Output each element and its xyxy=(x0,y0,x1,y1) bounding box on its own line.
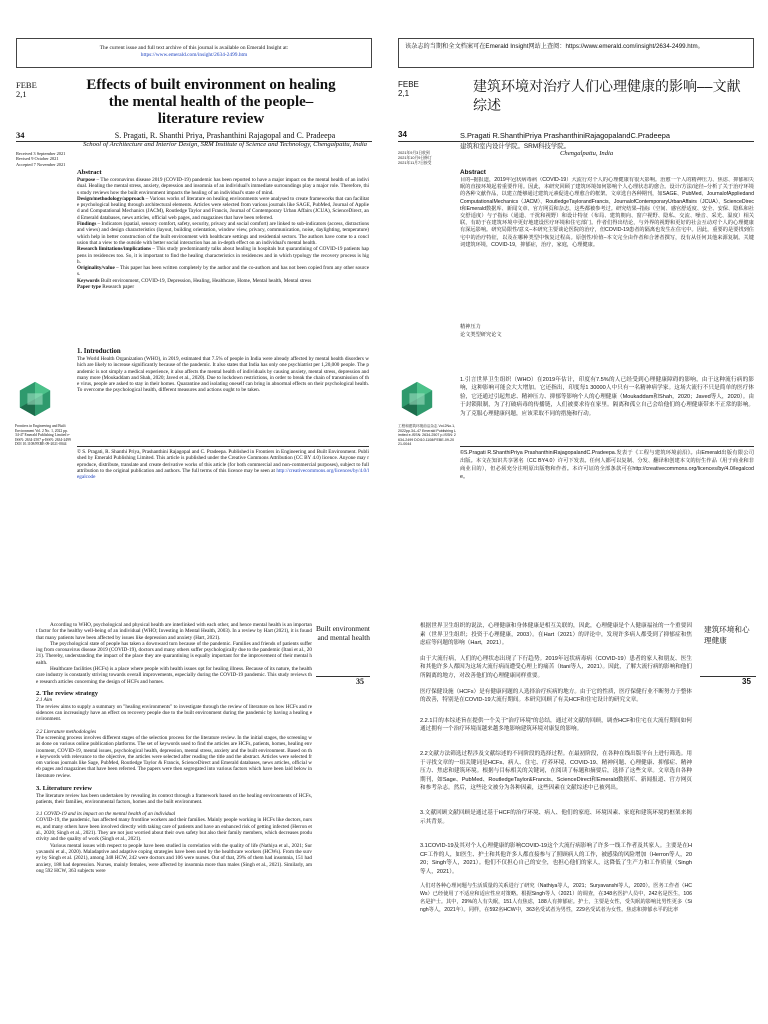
body-para-zh: 医疗保健设施（HCFs）是有健康问题的人选择治疗疾病的地方。由于它的性质，医疗保健行业不断努力于整体的改善，特别是在COVID-19大流行期间。本研究回顾了有关HCF和住宅设计的研究文章。 xyxy=(420,688,692,704)
intro-text: The World Health Organization (WHO), in 2019, estimated that 7.5% of people in India were already affected by mental health disorders which are likely to increase significantly because of the pandemic. It also states that India has only one psychiatrist per 1,20,000 people. The pandemic is not simply a medical experience, it also affects the mental health of individuals by causing anxiety, mental stress, depression and many more (Moukaddam and Shah, 2020; Javed et al., 2020). Due to lockdown restrictions, in order to break the chain of transmission of the virus, people are asked to stay in their homes. Quarantine and isolating oneself can bring in abnormal effects on their psychological health. To overcome the psychological health, different measures and actions ought to be taken. xyxy=(77,356,369,394)
affiliation-zh: 建筑和室内设计学院。SRM科技学院。 xyxy=(460,143,571,150)
body-column xyxy=(36,622,312,1022)
journal-notice-link[interactable]: https://www.emerald.com/insight/2634-2499.htm xyxy=(140,52,248,58)
accepted-date-zh: 2021年11月7日接受 xyxy=(398,160,432,165)
subsection-heading: 2.2 Literature methodologies xyxy=(36,728,97,735)
journal-notice-box-zh xyxy=(398,38,754,68)
body-para-zh: 3.文献回顾文献回顾是通过基于HCF的治疗环境、病人、他们的家庭、环境因素、家庭和建筑环境的框架来揭示其背景。 xyxy=(420,809,692,825)
journal-volume: 2,1 xyxy=(16,89,27,99)
body-para-zh: 人们对各种心理问题与生活质量的关系进行了研究（Nathiya等人，2021；Suryavanshi等人，2020）。医务工作者（HCWs）已经使用了不适应和适应性应对策略。根据Singh等人（2021）的调查，在348名医护人员中，242名是医生，106名是护士。其中，29%的人有失眠，151人有焦虑，188人有抑郁症。护士，主要是女性，受失眠的影响比男性更多（Singh等人，2021年）。同样，在592名HCW中，363名受试者为男性，229名受试者为女性。焦虑和抑郁水平的比率 xyxy=(420,883,692,914)
section-heading: 3. Literature review xyxy=(36,785,92,793)
page-number-35-zh: 35 xyxy=(742,677,751,686)
dates-block xyxy=(16,151,76,167)
journal-notice-box xyxy=(16,38,372,68)
body-para: The literature review has been undertaken by revealing its context through a framework based on the healing environments of HCFs, patients, their families, environmental factors, homes and the built environment. xyxy=(36,792,312,805)
page-number-zh: 34 xyxy=(398,130,407,139)
received-date: Received 3 September 2021 xyxy=(16,151,66,156)
license-text: © S. Pragati, R. Shanthi Priya, Prashanthini Rajagopal and C. Pradeepa. Published in Frontiers in Engineering and Built Environment. Published by Emerald Publishing Limited. This article is published under the Creative Commons Attribution (CC BY 4.0) licence. Anyone may reproduce, distribute, translate and create derivative works of this article (for both commercial and non-commercial purposes), subject to full attribution to the original publication and authors. The full terms of this licence may be seen at http://creativecommons.org/licences/by/4.0/legalcode xyxy=(77,449,369,481)
revised-date-zh: 2021年10月9日修订 xyxy=(398,155,432,160)
body-para-zh: 根据世界卫生组织的说法，心理健康和身体健康是相互关联的，因此，心理健康是个人健康福祉的一个重要因素（世界卫生组织；投资于心理健康，2003）。在Hart（2021）的评论中，发现许多病人都受到了抑郁症和焦虑症等问题的影响（Hart，2021）。 xyxy=(420,623,692,647)
body-para: The review aims to supply a summary on "healing environments" to investigate through the review of literature on how HCFs and residences can increasingly have an effect on recovery people due to the built environment during the pandemic by having a healing environment. xyxy=(36,703,312,723)
journal-notice-zh: 该杂志的当期和全文档案可在Emerald Insight网站上查阅：https://www.emerald.com/insight/2634-2499.htm。 xyxy=(405,43,704,50)
subsection-heading: 3.1 COVID-19 and its impact on the mental health of an individual xyxy=(36,811,176,818)
journal-notice: The current issue and full text archive of this journal is available on Emerald Insight at: xyxy=(99,45,289,51)
authors: S. Pragati, R. Shanthi Priya, Prashanthini Rajagopal and C. Pradeepa xyxy=(114,131,336,140)
body-para: According to WHO, psychological and physical health are interlinked with each other, and hence mental health is an important factor for the healthy well-being of an individual (WHO; Investing in Mental Health, 2003). In a review by Hart (2021), it is found that many patients have been affected by issues like depression and anxiety (Hart, 2021). xyxy=(36,622,312,641)
body-para: The screening process involves different stages of the selection process for the literature review. In the initial stages, the screening was done on various online publication platforms. The set of keywords used to find the articles are HCFs, patients, homes, healing environment, COVID-19, mental issues, psychological health, depression, mental stress, anxiety and the built environment. Based on the keywords with relevance to the objective, the articles were selected after reading the title and the abstract. Articles were selected from various journals like Sage, PubMed, Routledge Taylor & Francis, ScienceDirect and Emerald databases, news articles, official web pages and magazines that have been referred. The papers were then segregated into various factors which have been laid below in literature review. xyxy=(36,734,312,779)
license-rule-zh xyxy=(460,446,754,447)
license-rule xyxy=(77,446,369,447)
dates-block-zh xyxy=(398,151,458,165)
section-heading: 2. The review strategy xyxy=(36,689,99,697)
page-number-rule-zh xyxy=(398,141,754,142)
abstract-para: Originality/value – This paper has been written completely by the author and the co-authors and has not been copied from any other sources. xyxy=(77,265,369,278)
intro-text-zh: 1.引言世界卫生组织（WHO）在2019年估计，印度有7.5%的人已经受到心理健康障碍的影响，由于这种流行病的影响，这种影响可能会大大增加。它还指出，印度每1 30000人中只有一名精神病学家。这场大流行不只是简单的医疗体验，它还通过引起焦虑、精神压力、抑郁等影响个人的心理健康（Moukaddam和Shah，2020；Javed等人，2020）。由于封锁限制，为了打破病毒的传播链，人们被要求待在家里。隔离和孤立自己会给他们的心理健康带来不正常的影响。为了克服心理健康问题，应该采取不同的措施和行动。 xyxy=(460,377,754,417)
journal-code: FEBE xyxy=(16,80,37,90)
abstract-para: Research limitations/implications – This study predominantly talks about healing in hospitals but quarantining of COVID-19 patients happens in residences too. So, it is important to find the healing characteristics in residences and in which typology the recovery process is high. xyxy=(77,246,369,265)
paper-type-zh: 论文类型研究论文 xyxy=(460,332,502,338)
paper-type: Paper type Research paper xyxy=(77,284,135,291)
intro-heading: 1. Introduction xyxy=(77,348,121,355)
affiliation-zh-place: Chengalpattu, India xyxy=(560,150,614,157)
license-link[interactable]: http://creativecommons.org/licences/by/4.0/legalcode xyxy=(77,467,369,481)
abstract-para: Purpose – The coronavirus disease 2019 (COVID-19) pandemic has been reported to have a major impact on the mental health of an individual. Healing the mental stress, anxiety, depression and insomnia of an individual's immediate surroundings play a major role. Therefore, this study reviews how the built environment impacts the healing of an individual's state of mind. xyxy=(77,177,369,196)
page-number-35: 35 xyxy=(356,677,364,686)
body-column-zh xyxy=(420,622,692,1022)
body-para: Various mental issues with respect to people have been studied in correlation with the quality of life (Nathiya et al., 2021; Suryavanshi et al., 2020). Maladaptive and adaptive coping strategies have been used by the healthcare workers (HCWs). From the survey by Singh et al. (2021), among 348 HCW, 242 were doctors and 106 were nurses. Out of that, 29% of them had insomnia, 151 had anxiety, 188 had depression. Nurses, mainly females, were affected by insomnia more than males (Singh et al., 2021). Similarly, among 592 HCW, 363 subjects were xyxy=(36,842,312,874)
abstract-heading-zh: Abstract xyxy=(460,169,486,176)
body-para-zh: 由于大流行病，人们的心理状态出现了下行趋势。2019年冠状病毒病（COVID-19）患者的家人和朋友、医生和其他许多人都因为这场大流行病而遭受心理上的痛苦（Itani等人，2021）。因此，了解大流行病的影响和他们所隔离的地方，对改善他们的心理健康同样重要。 xyxy=(420,655,692,679)
accepted-date: Accepted 7 November 2021 xyxy=(16,161,66,167)
received-date-zh: 2021年9月3日收到 xyxy=(398,151,430,155)
body-para: Healthcare facilities (HCFs) is a place where people with health issues opt for healing illness. Because of its nature, the healthcare industry is constantly striving towards overall improvements, especially during the COVID-19 pandemic. This study reviews the research articles concerning the design of HCFs and homes. xyxy=(36,666,312,685)
article-title-zh: 建筑环境对治疗人们心理健康的影响––文献综述 xyxy=(473,78,741,113)
revised-date: Revised 9 October 2021 xyxy=(16,156,59,162)
journal-volume-zh: 2,1 xyxy=(398,89,410,98)
license-text-zh: ©S.Pragati R.ShanthiPriya PrashanthiniRajagopalandC.Pradeepa.发表于《工程与建筑环境前沿》。由Emerald出版有限公司出版。本文在知识共享署名（CC BY4.0）许可下发表。任何人都可以复制、分发、翻译和创建本文的衍生作品（用于商业和非商业目的），但必须充分注明原出版物和作者。本许可证的全部条款可在http://creativecommons.org/licences/by/4.0/legalcode。 xyxy=(460,450,754,480)
affiliation: School of Architecture and Interior Design, SRM Institute of Science and Technology, Chengalpattu, India xyxy=(82,141,368,148)
keywords-zh: 精神压力 xyxy=(460,324,481,330)
abstract-para: Findings – Indicators (spatial, sensory comfort, safety, security, privacy and social comfort) are linked to sub-indicators (access, distractions and views) and design characteristics (layout, building orientation, window view, privacy, communication, noise, daylighting, temperature) which help in better construction of the built environment with healthcare settings and residential sectors. The authors have come to a conclusion that a view to the outside with better social interaction has an in-depth effect on an individual's mental health. xyxy=(77,221,369,246)
page-number: 34 xyxy=(16,130,25,140)
authors-zh: S.Pragati R.ShanthiPriya PrashanthiniRajagopalandC.Pradeepa xyxy=(460,131,670,140)
abstract-para: Design/methodology/approach – Various works of literature on healing environments were analysed to create frameworks that can facilitate psychological healing through architectural elements. Articles were selected from various journals like SAGE, PubMed, Journal of Applied and Computational Mechanics (JACM), Routledge Taylor and Francis, Journal of Contemporary Urban Affairs (JCUA), ScienceDirect, and Emerald databases, news articles, official web pages, and magazines that have been referred. xyxy=(77,195,369,221)
running-head: Built environment and mental health xyxy=(316,624,370,642)
abstract-heading: Abstract xyxy=(77,169,102,176)
article-title: Effects of built environment on healing the mental health of the people–literature review xyxy=(86,77,336,127)
side-info: Frontiers in Engineering and Built Environment Vol. 2 No. 1, 2022 pp. 34-47 Emerald Publishing Limited e-ISSN: 2634-2507 p-ISSN: 2634-2499 DOI 10.1108/FEBE-09-2021-0044 xyxy=(15,424,71,447)
publisher-logo-icon-zh xyxy=(398,380,436,418)
journal-code-zh: FEBE xyxy=(398,80,419,89)
body-para-zh: 2.2文献方法筛选过程涉及文献综述的不同阶段的选择过程。在最初阶段，在各种在线出版平台上进行筛选。用于寻找文章的一组关键词是HCFs、病人、住宅、疗养环境、COVID-19、精神问题、心理健康、抑郁症、精神压力、焦虑和建筑环境。根据与目标相关的关键词，在阅读了标题和摘要后，选择了这些文章。文章选自各种期刊，如Sage、PubMed、RoutledgeTaylor&Francis、ScienceDirect和Emerald数据库、新闻报道、官方网页和参考杂志。然后，这些论文被分为各种因素，这些因素在文献综述中已被列出。 xyxy=(420,750,692,792)
body-para: The psychological state of people has taken a downward turn because of the pandemic. Families and friends of patients suffering from coronavirus disease 2019 (COVID-19), doctors and many others suffer psychologically due to the pandemic (Itani et al., 2021). Thereby, understanding the impact of the place they are quarantining is equally important for the improvement of their mental health. xyxy=(36,640,312,666)
subsection-heading: 2.1 Aim xyxy=(36,697,53,704)
running-head-zh: 建筑环境和心理健康 xyxy=(704,625,750,645)
keywords: Keywords Built environment, COVID-19, Depression, Healing, Healthcare, Home, Mental health, Mental stress xyxy=(77,277,312,284)
publisher-logo-icon xyxy=(16,380,54,418)
body-para-zh: 2.2.1目的本综述旨在提供一个关于"治疗环境"的总结，通过对文献的回顾，调查HCF和住宅在大流行期间如何通过拥有一个治疗环境而越来越多地影响建筑环境对康复的影响。 xyxy=(420,717,692,733)
abstract-zh: 目的–据报道，2019年冠状病毒病（COVID-19）大流行对个人的心理健康有很大影响。治愈一个人的精神压力、焦虑、抑郁和失眠的直接环境起着重要作用。因此，本研究回顾了建筑环境如何影响个人心理状态的愈合。设计/方法/途径–分析了关于治疗环境的各种文献作品，以建立能够通过建筑元素促进心理愈合的框架。文章选自各种期刊，如SAGE、PubMed、JournalofAppliedandComputationalMechanics（JACM）、RoutledgeTaylorandFrancis、JournalofContemporaryUrbanAffairs（JCUA）、ScienceDirect和Emerald数据库、新闻文章、官方网页和杂志，这些都被参考过。研究结果–指标（空间、感官舒适度、安全、安保、隐私和社交舒适度）与子指标（通道、干扰和视野）和设计特征（布局、建筑朝向、窗户视野、隐私、交流、噪音、采光、温度）相关联，有助于在建筑环境中更好地建设医疗环境和住宅部门。作者们得出结论，与外界的视野和更好的社会互动对个人的心理健康有深远影响。研究局限性/意义–本研究主要谈论医院的治疗，但COVID-19患者的隔离也发生在住宅中。因此，重要的是要找到住宅中的治疗特征，以及在哪种类型中恢复过程高。原创性/价值–本文完全由作者和合著者撰写，没有从任何其他来源复制。关键词建筑环境，COVID-19，抑郁症，治疗，家庭，心理健康。 xyxy=(460,177,754,248)
body-para-zh: 3.1COVID-19及其对个人心理健康的影响COVID-19这个大流行病影响了许多一线工作者及其家人。主要是在HCF工作的人，如医生、护士和其他许多人都直接参与了照顾病人的工作，被感染的风险增加（Herron等人，2020；Singh等人，2021）。他们不仅担心自己的安全，也担心他们的家人，这降低了生产力和工作质量（Singh等人，2021）。 xyxy=(420,843,692,875)
body-para: COVID-19, the pandemic, has affected many frontline workers and their families. Mainly people working in HCFs like doctors, nurses, and many others have been involved directly with taking care of patients and have an enhanced risk of getting infected (Herron et al., 2020; Singh et al., 2021). They are not just worried about their own safety but also their family members, which decreases productivity and the quality of work (Singh et al., 2021). xyxy=(36,817,312,843)
side-info-zh: 工程和建筑环境前沿杂志 Vol.2No.1,2022pp.34–47 Emerald Publishing Limited e-ISSN: 2634-2507 p-ISSN: 2634-2499 DOI10.1108/FEBE-09-2021-0044 xyxy=(398,424,456,447)
abstract xyxy=(77,177,369,336)
